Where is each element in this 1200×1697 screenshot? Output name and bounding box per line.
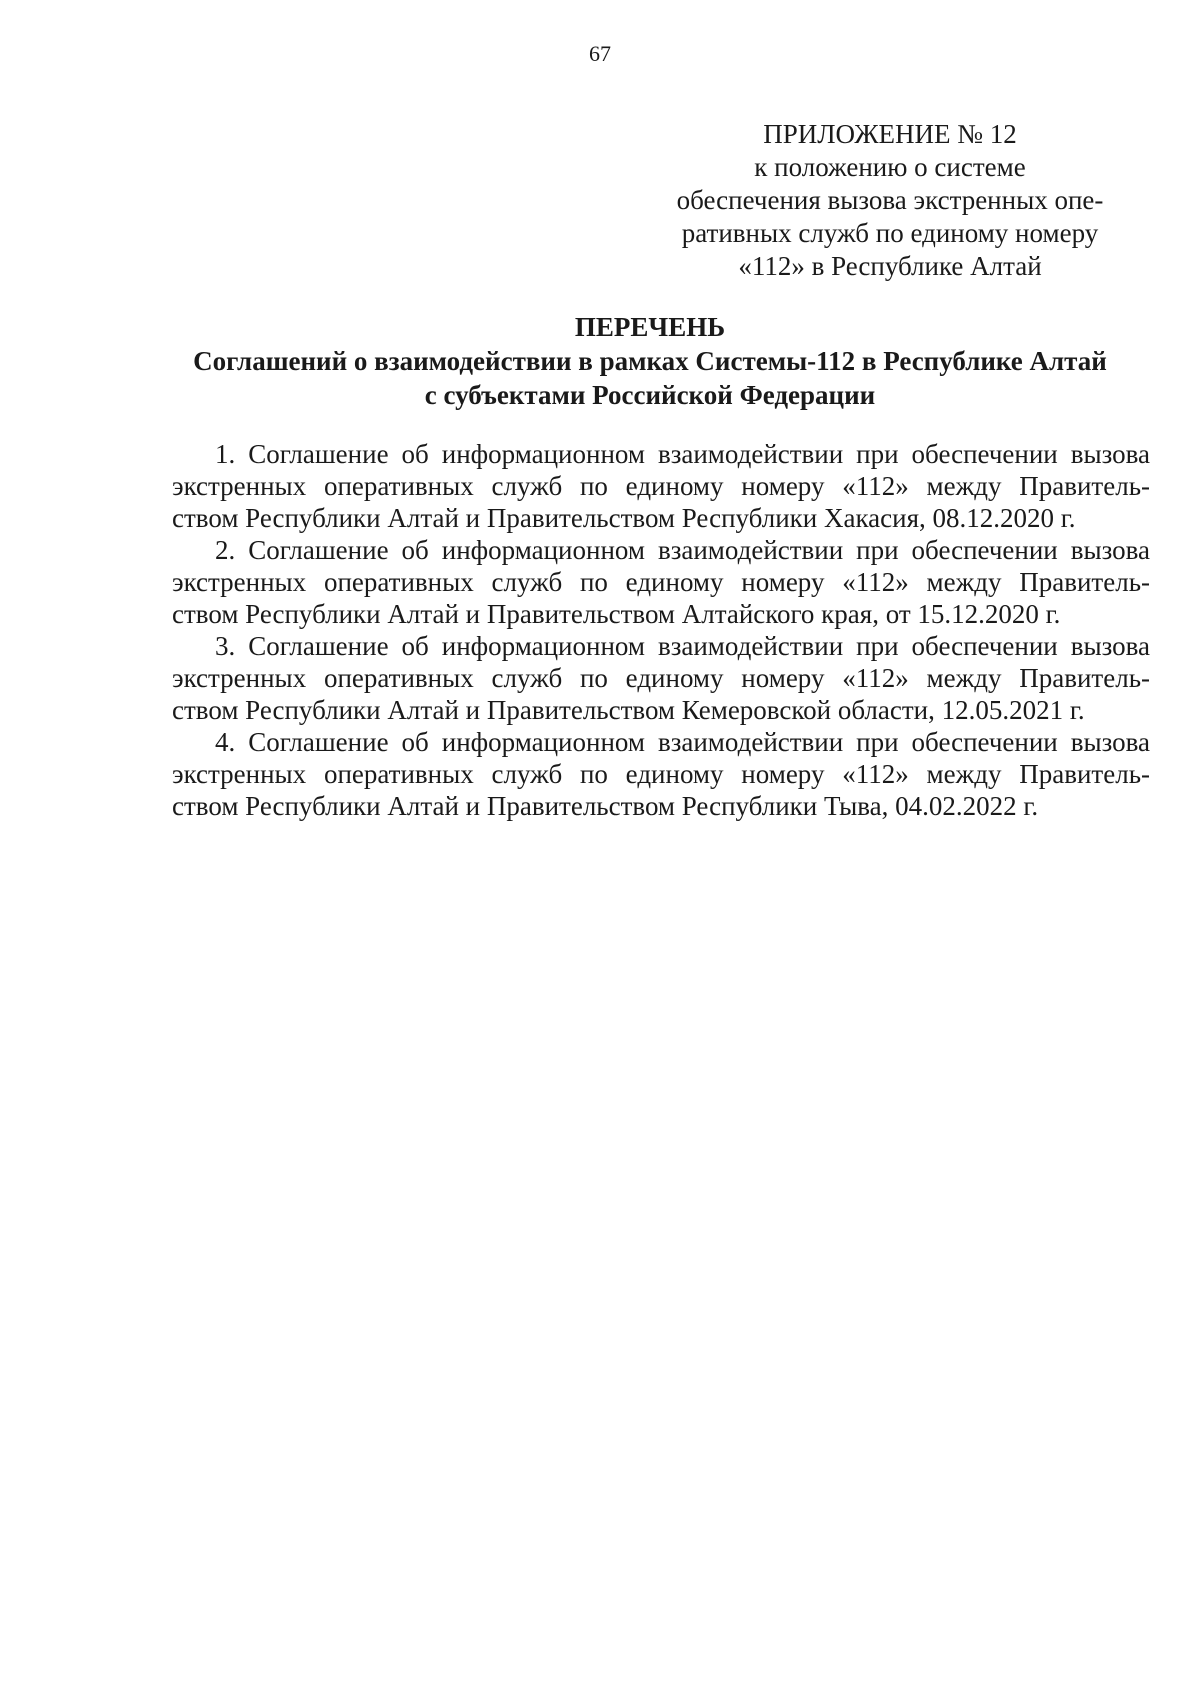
item-line: 4. Соглашение об информационном взаимодействии при обеспечении вызова bbox=[215, 727, 1150, 757]
item-line: ством Республики Алтай и Правительством Кемеровской области, 12.05.2021 г. bbox=[172, 695, 1085, 725]
appendix-line: ративных служб по единому номеру bbox=[681, 218, 1099, 248]
list-item bbox=[172, 630, 1150, 726]
item-line: ством Республики Алтай и Правительством Республики Тыва, 04.02.2022 г. bbox=[172, 791, 1039, 821]
list-item bbox=[172, 726, 1150, 822]
item-line: экстренных оперативных служб по единому номеру «112» между Правитель- bbox=[172, 471, 1150, 501]
appendix-line: ПРИЛОЖЕНИЕ № 12 bbox=[763, 119, 1017, 149]
appendix-line: «112» в Республике Алтай bbox=[738, 251, 1042, 281]
item-line: 2. Соглашение об информационном взаимодействии при обеспечении вызова bbox=[215, 535, 1150, 565]
item-line: 3. Соглашение об информационном взаимодействии при обеспечении вызова bbox=[215, 631, 1150, 661]
item-line: ством Республики Алтай и Правительством Республики Хакасия, 08.12.2020 г. bbox=[172, 503, 1076, 533]
agreements-list bbox=[172, 438, 1150, 822]
list-item bbox=[172, 438, 1150, 534]
item-line: экстренных оперативных служб по единому номеру «112» между Правитель- bbox=[172, 759, 1150, 789]
appendix-line: обеспечения вызова экстренных опе- bbox=[676, 185, 1104, 215]
title-heading: ПЕРЕЧЕНЬ bbox=[574, 312, 726, 342]
list-item bbox=[172, 534, 1150, 630]
appendix-line: к положению о системе bbox=[754, 152, 1026, 182]
item-line: экстренных оперативных служб по единому номеру «112» между Правитель- bbox=[172, 663, 1150, 693]
item-line: экстренных оперативных служб по единому номеру «112» между Правитель- bbox=[172, 567, 1150, 597]
title-line: Соглашений о взаимодействии в рамках Системы-112 в Республике Алтай bbox=[193, 346, 1107, 376]
document-title bbox=[150, 310, 1150, 412]
appendix-header bbox=[660, 118, 1120, 283]
title-line: с субъектами Российской Федерации bbox=[424, 380, 876, 410]
item-line: 1. Соглашение об информационном взаимодействии при обеспечении вызова bbox=[215, 439, 1150, 469]
item-line: ством Республики Алтай и Правительством Алтайского края, от 15.12.2020 г. bbox=[172, 599, 1061, 629]
page-number: 67 bbox=[589, 41, 611, 66]
